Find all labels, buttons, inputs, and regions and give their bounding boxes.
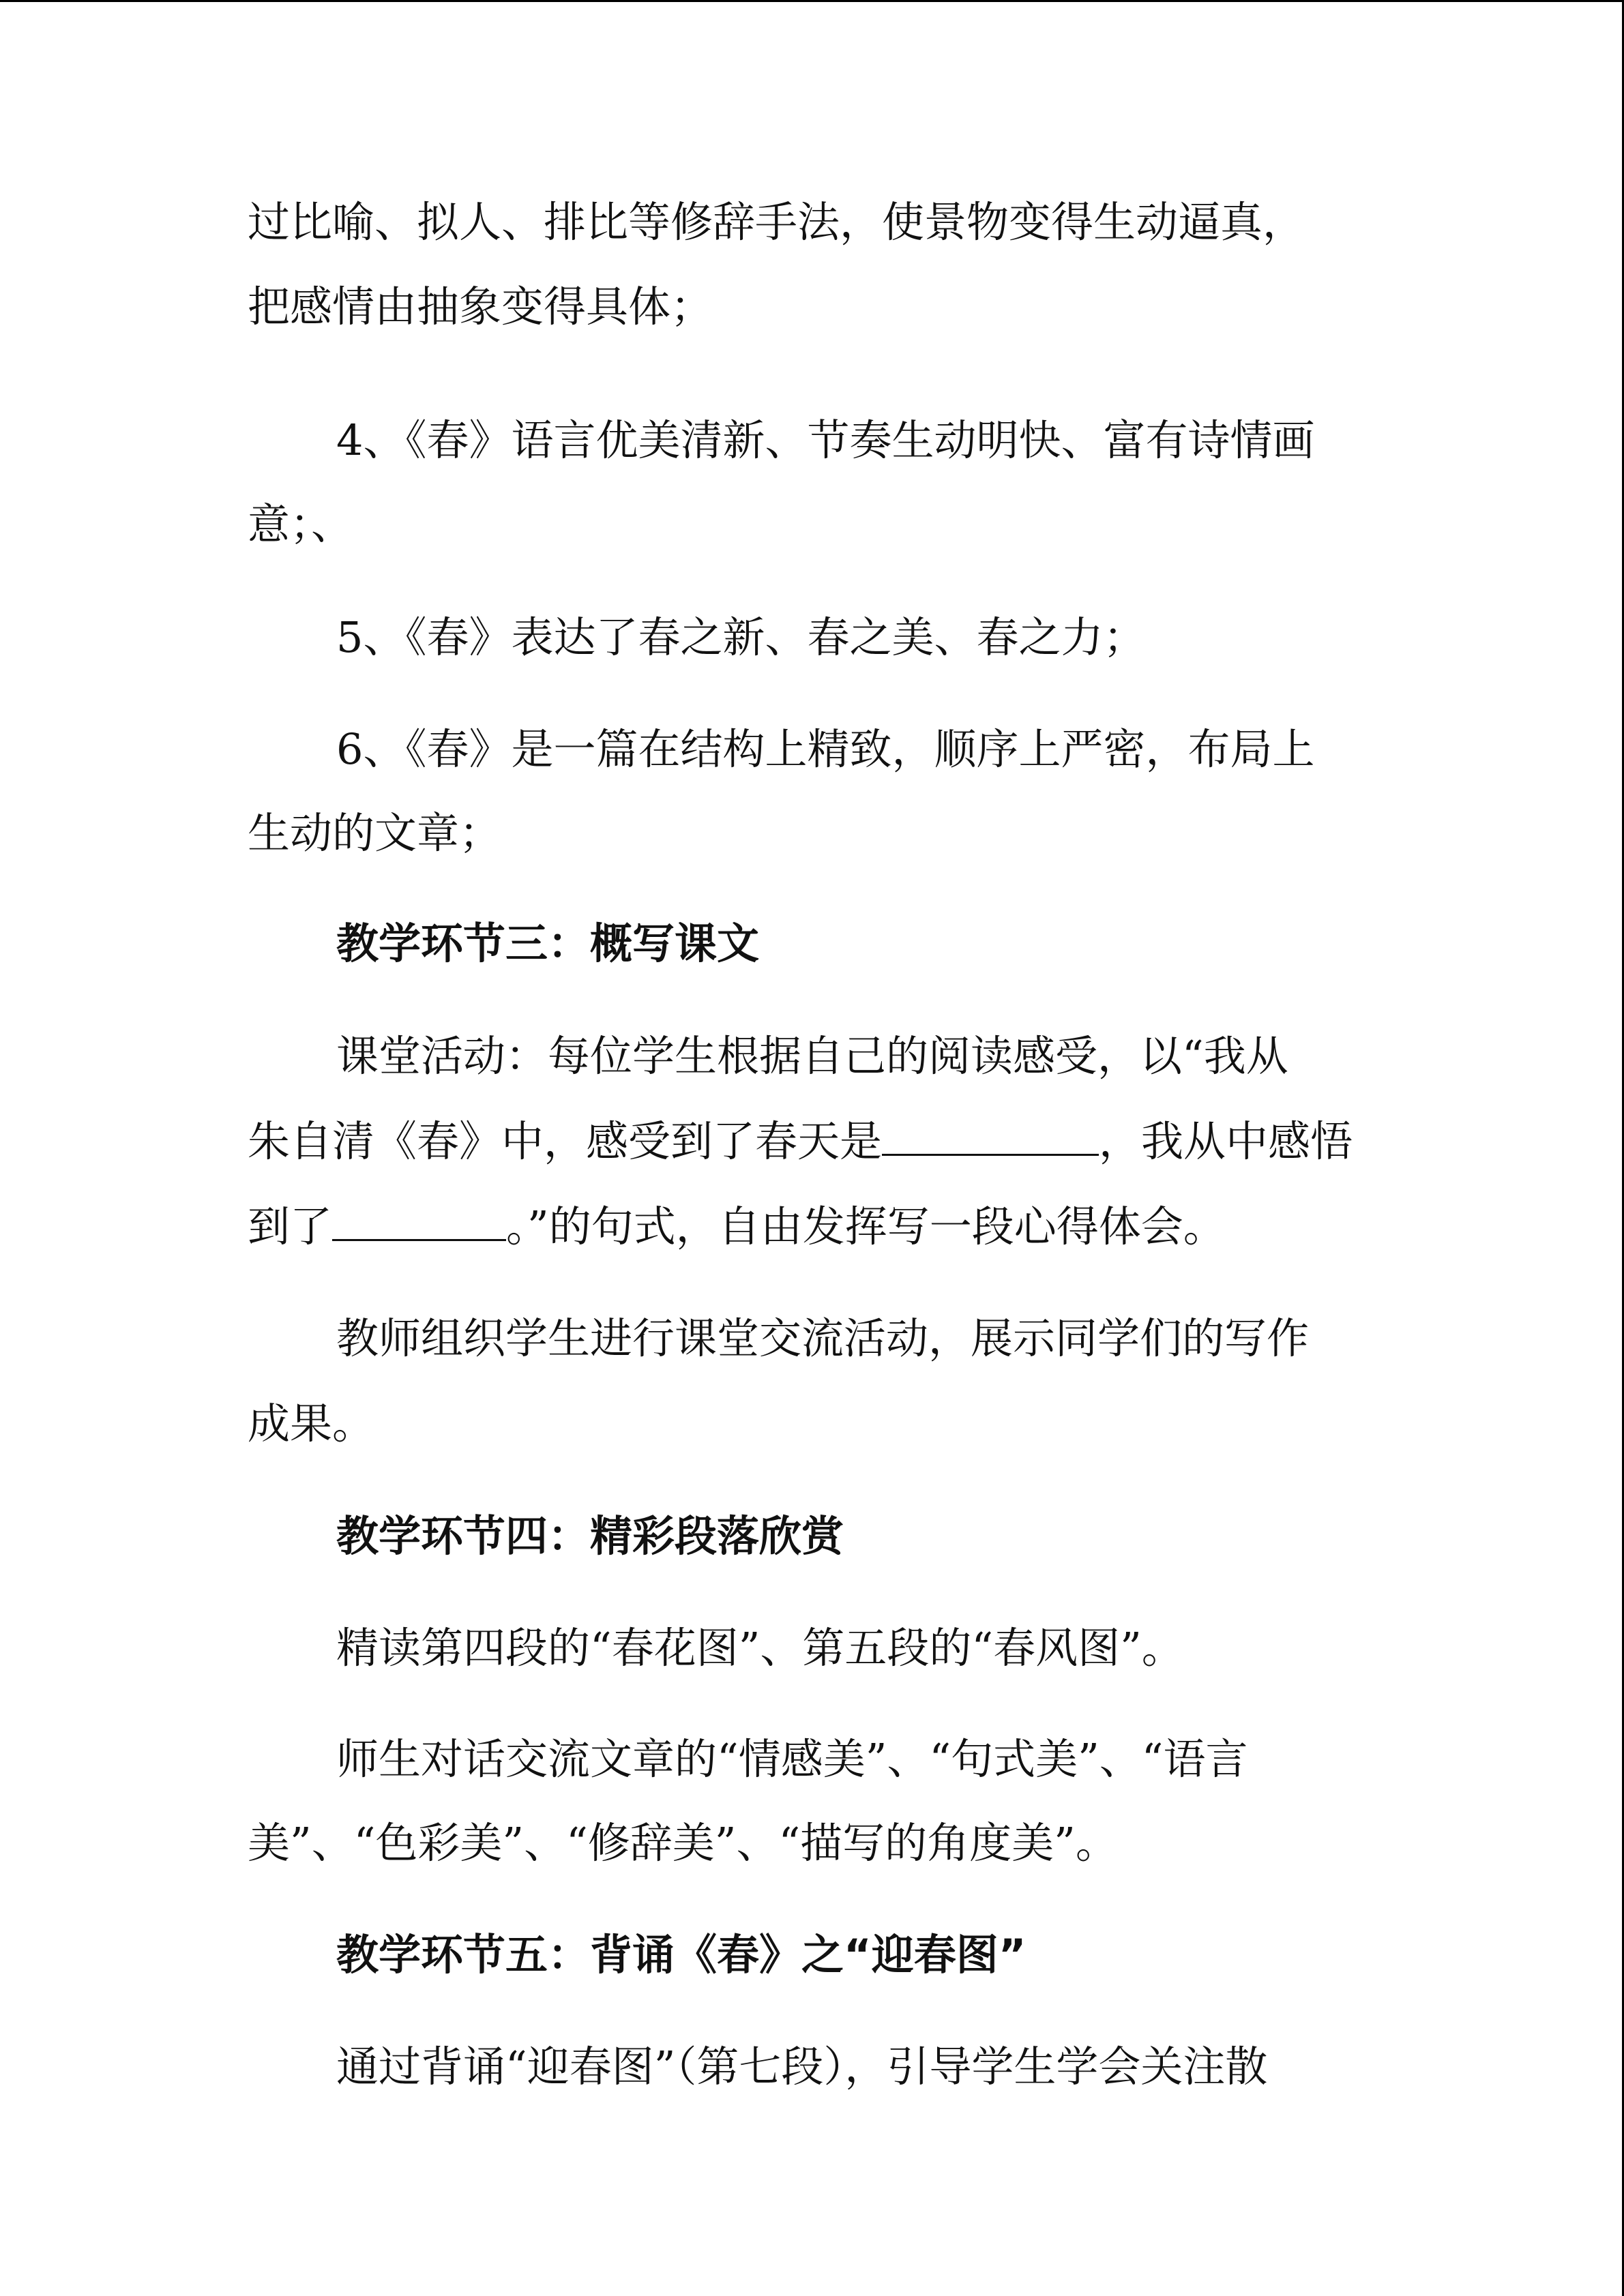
line-text: 。”的句式，自由发挥写一段心得体会。 [506,1202,1226,1251]
paragraph-line: 通过背诵“迎春图”（第七段），引导学生学会关注散 [336,2042,1268,2091]
paragraph-line: 把感情由抽象变得具体； [248,282,713,331]
paragraph-line: 生动的文章； [248,808,502,858]
fill-in-blank [332,1201,506,1241]
line-text: 朱自清《春》中，感受到了春天是 [248,1116,883,1166]
paragraph-line: 课堂活动：每位学生根据自己的阅读感受，以“我从 [336,1031,1288,1081]
paragraph-line: 精读第四段的“春花图”、第五段的“春风图”。 [336,1623,1184,1673]
paragraph-line [248,1201,1226,1253]
section-heading: 教学环节五：背诵《春》之“迎春图” [336,1930,1027,1980]
line-text: ，我从中感悟 [1099,1116,1353,1166]
paragraph-line: 美”、“色彩美”、“修辞美”、“描写的角度美”。 [248,1818,1118,1868]
paragraph-line: 过比喻、拟人、排比等修辞手法，使景物变得生动逼真， [248,197,1305,247]
line-text: 到了 [248,1202,333,1251]
paragraph-line: 5、《春》表达了春之新、春之美、春之力； [336,612,1146,662]
paragraph-line: 4、《春》语言优美清新、节奏生动明快、富有诗情画 [336,415,1315,465]
paragraph-line: 师生对话交流文章的“情感美”、“句式美”、“语言 [336,1734,1248,1784]
paragraph-line: 意；、 [248,499,354,549]
paragraph-line: 成果。 [248,1399,375,1448]
paragraph-line: 6、《春》是一篇在结构上精致，顺序上严密，布局上 [336,724,1315,774]
section-heading: 教学环节四：精彩段落欣赏 [336,1511,844,1561]
fill-in-blank [882,1116,1099,1156]
section-heading: 教学环节三：概写课文 [336,919,760,968]
paragraph-line: 教师组织学生进行课堂交流活动，展示同学们的写作 [336,1313,1310,1363]
paragraph-line [248,1116,1353,1167]
